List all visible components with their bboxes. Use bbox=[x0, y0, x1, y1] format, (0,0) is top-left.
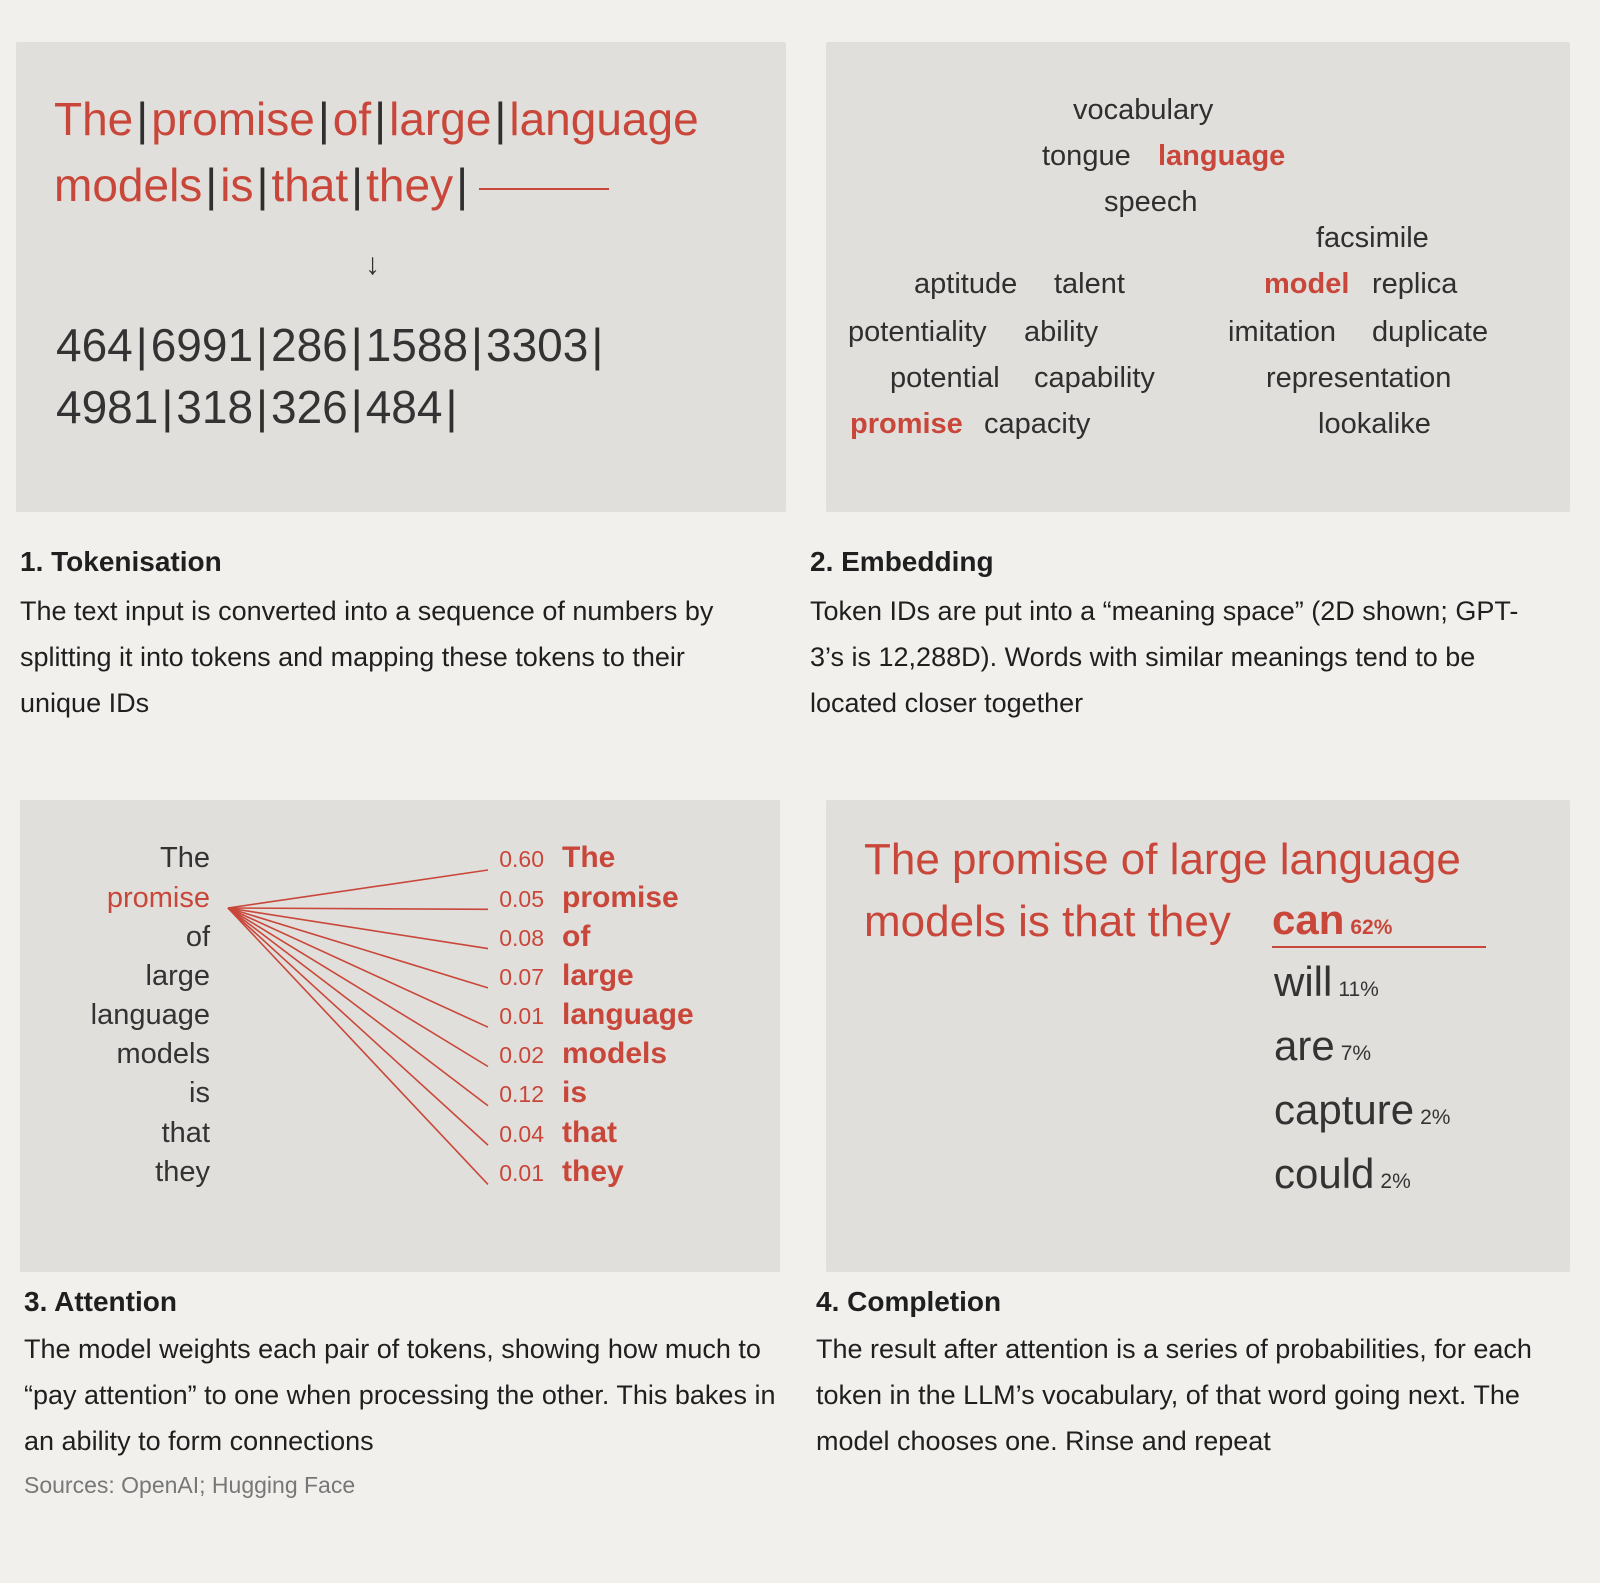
embedding-word: representation bbox=[1266, 362, 1452, 394]
token: that bbox=[271, 159, 349, 211]
attention-weight: 0.05 bbox=[499, 886, 544, 912]
attention-source-token: models bbox=[116, 1038, 210, 1070]
token-ids-line-2: 4981|318|326|484| bbox=[56, 381, 458, 433]
token-line-1: The|promise|of|large|language bbox=[54, 93, 699, 145]
candidate-word: will bbox=[1274, 958, 1333, 1005]
completion-description: The result after attention is a series of probabilities, for each token in the LLM’s vocabulary, of that word going next. The model chooses one. Rinse and repeat bbox=[816, 1334, 1532, 1456]
token: is bbox=[220, 159, 254, 211]
attention-target-token: promise bbox=[562, 881, 679, 914]
attention-weight: 0.01 bbox=[499, 1003, 544, 1029]
token-id: 4981 bbox=[56, 381, 159, 433]
down-arrow-icon: ↓ bbox=[365, 248, 380, 281]
candidate-probability: 2% bbox=[1420, 1106, 1451, 1129]
attention-target-token: large bbox=[562, 959, 634, 992]
token: of bbox=[332, 93, 372, 145]
blank-slot bbox=[479, 188, 609, 190]
tokenisation-description: The text input is converted into a sequence of numbers by splitting it into tokens and mapping these tokens to their unique IDs bbox=[20, 596, 714, 718]
embedding-word-highlight: promise bbox=[850, 408, 963, 440]
token-id: 3303 bbox=[486, 319, 589, 371]
attention-source-token: The bbox=[160, 842, 210, 874]
attention-target-token: language bbox=[562, 998, 694, 1031]
sources-note: Sources: OpenAI; Hugging Face bbox=[24, 1472, 356, 1498]
tokenisation-title: 1. Tokenisation bbox=[20, 546, 222, 577]
attention-weight: 0.04 bbox=[499, 1121, 544, 1147]
token-id: 318 bbox=[176, 381, 254, 433]
attention-source-token: is bbox=[189, 1077, 210, 1109]
candidate-word: can bbox=[1272, 896, 1345, 943]
attention-focus-token: promise bbox=[106, 882, 210, 914]
completion-candidate bbox=[1274, 1086, 1450, 1134]
embedding-word: capability bbox=[1034, 362, 1155, 394]
token: language bbox=[509, 93, 699, 145]
token-id: 326 bbox=[271, 381, 348, 433]
token: models bbox=[54, 159, 203, 211]
completion-candidate bbox=[1274, 1150, 1411, 1198]
token-ids-line-1: 464|6991|286|1588|3303| bbox=[56, 319, 604, 371]
embedding-word-highlight: language bbox=[1158, 140, 1286, 172]
token: promise bbox=[151, 93, 315, 145]
attention-target-token: The bbox=[562, 841, 616, 874]
candidate-word: are bbox=[1274, 1022, 1335, 1069]
candidate-probability: 62% bbox=[1350, 916, 1393, 939]
embedding-word: imitation bbox=[1228, 316, 1336, 348]
attention-target-token: they bbox=[562, 1155, 624, 1188]
attention-weight: 0.12 bbox=[499, 1081, 544, 1107]
embedding-word: facsimile bbox=[1316, 222, 1429, 254]
token-line-2: models|is|that|they| bbox=[54, 162, 609, 208]
embedding-word: potentiality bbox=[848, 316, 987, 348]
attention-target-token: that bbox=[562, 1116, 617, 1149]
attention-title: 3. Attention bbox=[24, 1286, 177, 1317]
attention-source-token: that bbox=[161, 1117, 210, 1149]
attention-source-token: large bbox=[145, 960, 210, 992]
token-id: 1588 bbox=[365, 319, 469, 371]
embedding-word: replica bbox=[1372, 268, 1458, 300]
embedding-word: lookalike bbox=[1318, 408, 1431, 440]
attention-weight: 0.07 bbox=[499, 964, 544, 990]
embedding-word: aptitude bbox=[914, 268, 1018, 300]
attention-description: The model weights each pair of tokens, showing how much to “pay attention” to one when processing the other. This bakes in an ability to form connections bbox=[24, 1334, 776, 1456]
token-id: 6991 bbox=[150, 319, 254, 371]
attention-source-token: they bbox=[155, 1156, 210, 1188]
embedding-word: capacity bbox=[984, 408, 1091, 440]
embedding-word: talent bbox=[1054, 268, 1125, 300]
embedding-description: Token IDs are put into a “meaning space” (2D shown; GPT-3’s is 12,288D). Words with similar meanings tend to be located closer together bbox=[810, 596, 1519, 718]
candidate-word: capture bbox=[1274, 1086, 1415, 1133]
token-id: 286 bbox=[271, 319, 348, 371]
attention-target-token: of bbox=[562, 920, 591, 953]
attention-target-token: models bbox=[562, 1037, 668, 1070]
embedding-word-highlight: model bbox=[1264, 268, 1350, 300]
attention-source-token: of bbox=[185, 921, 210, 953]
token: The bbox=[54, 93, 134, 145]
completion-blank-underline bbox=[1272, 946, 1486, 948]
embedding-word: potential bbox=[890, 362, 1000, 394]
attention-source-token: language bbox=[90, 999, 210, 1031]
candidate-probability: 2% bbox=[1380, 1170, 1411, 1193]
completion-candidate bbox=[1272, 896, 1392, 944]
attention-weight: 0.08 bbox=[499, 925, 544, 951]
completion-title: 4. Completion bbox=[816, 1286, 1002, 1317]
token-id: 464 bbox=[56, 319, 133, 371]
completion-candidate bbox=[1274, 1022, 1371, 1070]
embedding-word: speech bbox=[1104, 186, 1198, 218]
candidate-probability: 11% bbox=[1338, 978, 1379, 1001]
completion-sentence-line-1: The promise of large language bbox=[864, 835, 1461, 884]
candidate-word: could bbox=[1274, 1150, 1375, 1197]
embedding-word: duplicate bbox=[1372, 316, 1489, 348]
embedding-word: vocabulary bbox=[1073, 94, 1214, 126]
attention-weight: 0.01 bbox=[499, 1160, 544, 1186]
attention-weight: 0.02 bbox=[499, 1042, 544, 1068]
embedding-title: 2. Embedding bbox=[810, 546, 994, 577]
token: large bbox=[389, 93, 492, 145]
attention-weight: 0.60 bbox=[499, 846, 544, 872]
candidate-probability: 7% bbox=[1340, 1042, 1372, 1065]
token-id: 484 bbox=[365, 381, 443, 433]
token: they bbox=[366, 159, 454, 211]
embedding-word: tongue bbox=[1042, 140, 1131, 172]
completion-sentence-line-2: models is that they bbox=[864, 897, 1231, 946]
completion-candidate bbox=[1274, 958, 1379, 1006]
embedding-word: ability bbox=[1024, 316, 1099, 348]
attention-target-token: is bbox=[562, 1076, 588, 1109]
